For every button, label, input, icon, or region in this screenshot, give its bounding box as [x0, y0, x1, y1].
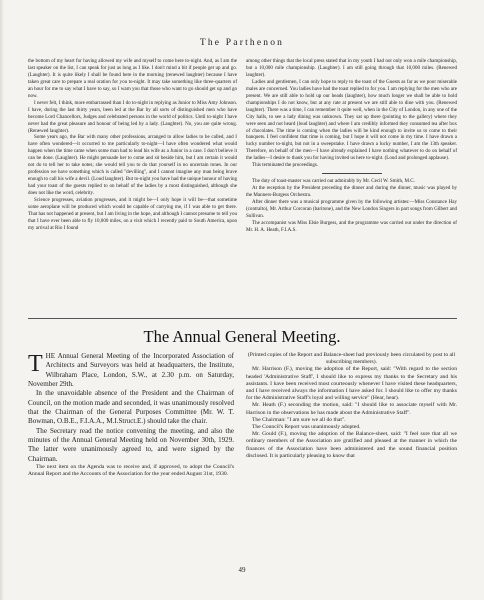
page-edge-shadow: [0, 0, 4, 600]
section-rule: [28, 318, 457, 319]
section-title: The Annual General Meeting.: [143, 327, 341, 346]
agm-left-column: [28, 352, 234, 478]
paragraph: Science progresses, aviation progresses, and it might be—I only hope it will be—that sometime some aeroplane will be produced which would be capable of carrying me, if I was able to get there. That has not happened at present, but I am living in the hope, and although I cannot presume to tell you that I have ever been able to fly 10,000 miles, on a visit which I recently paid to South America, upon my arrival at Rio I found: [28, 197, 237, 231]
paragraph: the bottom of my heart for having allowed my wife and myself to come here to-night. And, as I am the last speaker on the list, I can speak for just as long as I like. I don't mind a bit if people get up and go. (Laughter). It is quite likely I shall be found here in the morning (renewed laughter) because I have taken great care to prepare a real oration for you to-night. It may take something like three-quarters of an hour for me to say what I have to say, so I warn you that those who want to go should get up and go now.: [28, 58, 237, 99]
paragraph: The accompanist was Miss Elsie Burgess, and the programme was carried out under the direction of Mr. H. A. Heath, F.I.A.S.: [246, 219, 457, 233]
paragraph: The duty of toast-master was carried out admirably by Mr. Cecil W. Smith, M.C.: [252, 178, 415, 185]
paragraph: Some years ago, the Bar with many other professions, arranged to allow ladies to be called, and I have often wondered—it occurred to me particularly to-night—I have often wondered what would happen when the time came when some man had to lead his wife as a Junior in a case. I don't believe it can be done. (Laughter). He might persuade her to come and sit beside him, but I am certain it would not do to tell her to take notes; she would tell you to do that yourself in no uncertain tones. In our profession we have something which is called "devilling", and I cannot imagine any man being brave enough to call his wife a devil. (Loud laughter). But to-night you have had the unique honour of having had your toast of the guests replied to on behalf of the ladies by a most distinguished, although she does not like the word, celebrity.: [28, 134, 237, 197]
paragraph: Mr. Gould (F.), moving the adoption of the Balance-sheet, said: "I feel sure that all we ordinary members of the Association are gratified and pleased at the manner in which the finances of the Association have been administered and the sound financial position disclosed. It is particularly pleasing to know that: [246, 431, 457, 459]
paragraph: I never felt, I think, more embarrassed than I do to-night in replying as Junior to Miss Amy Johnson. I have, during the last thirty years, been led at the Bar by all sorts of distinguished men who have become Lord Chancellors, Judges and celebrated persons in the world of politics. Until to-night I have never had the great pleasure and honour of being led by a lady. (Laughter). No, you are quite wrong. (Renewed laughter).: [28, 99, 237, 134]
paragraph: This terminated the proceedings.: [252, 162, 319, 169]
paragraph: The Secretary read the notice convening the meeting, and also the minutes of the Annual General Meeting held on November 30th, 1929. The latter were unanimously agreed to, and were signed by the Chairman.: [28, 426, 234, 463]
paragraph-text: HE Annual General Meeting of the Incorporated Association of Architects and Surveyors was held at headquarters, the Institute, Wilbraham Place, London, S.W., at 2.30 p.m. on Saturday, November 29th.: [28, 352, 234, 389]
paragraph: Mr. Heath (F.) seconding the motion, said: "I should like to associate myself with Mr. Harrison in the observations he has made about the Administrative Staff".: [246, 402, 457, 416]
left-text-column: [28, 58, 237, 232]
paragraph: The next item on the Agenda was to receive and, if approved, to adopt the Council's Annual Report and the Accounts of the Association for the year ended August 31st, 1930.: [28, 464, 234, 478]
agm-right-column: [246, 352, 457, 460]
paragraph: (Printed copies of the Report and Balance-sheet had previously been circulated by post to all subscribing members).: [247, 352, 456, 366]
paragraph: At the reception by the President preceding the dinner and during the dinner, music was played by the Manners-Burgess Orchestra.: [246, 185, 457, 199]
paragraph: among other things that the local press stated that in my youth I had not only won a mile championship, but a 10,000 mile championship. (Laughter). I am still going through that 10,000 miles. (Renewed laughter).: [246, 58, 457, 78]
page-number: 49: [238, 566, 246, 574]
divider: [322, 173, 382, 174]
drop-cap: T: [28, 351, 43, 377]
paragraph: In the unavoidable absence of the President and the Chairman of Council, on the motion made and seconded, it was unanimously resolved that the Chairman of the General Purposes Committee (Mr. W. T. Bowman, O.B.E., F.I.A.A., M.I.Struct.E.) should take the chair.: [28, 389, 234, 426]
paragraph: [28, 352, 234, 389]
paragraph: After dinner there was a musical programme given by the following artistes:—Miss Constance Hay (contralto), Mr. Arthur Corcoran (baritone), and the New London Singers in part songs from Gilbert and Sullivan.: [246, 199, 457, 220]
paragraph: Ladies and gentlemen, I can only hope to reply to the toast of the Guests as far as we poor miserable males are concerned. You ladies have had the toast replied to for you. I am replying for the men who are present. We are still able to hold up our heads (laughter), how much longer we shall be able to hold championships I do not know, but at any rate at present we are still able to dine with you. (Renewed laughter). There was a time, I can remember it quite well, when in the City of London, in any one of the City halls, to see a lady dining was unknown. They sat up there (pointing to the gallery) where they were seen and not heard (loud laughter) and where I am credibly informed they consumed tea after box of chocolates. The time is coming when the ladies will be kind enough to invite us to come to their banquets. I feel confident that time is coming, but I hope it will not come in my time. I have drawn a lucky number to-night, but not in a sweepstake. I have drawn a lucky number, I am the 13th speaker. Therefore, on behalf of the men—I have already explained I have nothing whatever to do on behalf of the ladies—I desire to thank you for having invited us here to-night. (Loud and prolonged applause).: [246, 78, 457, 162]
right-text-column: [246, 58, 457, 234]
running-header: The Parthenon: [199, 38, 285, 48]
paragraph: Mr. Harrison (F.), moving the adoption of the Report, said: "With regard to the section headed 'Administrative Staff', I should like to express my thanks to the Secretary and his assistants. I have been received most courteously whenever I have visited these headquarters, and I have received always the information I have asked for. I should like to offer my thanks for the Administrative Staff's loyal and willing service" (Hear, hear).: [246, 366, 457, 402]
paragraph: The Chairman: "I am sure we all do that".: [252, 416, 346, 423]
paragraph: The Council's Report was unanimously adopted.: [252, 424, 361, 431]
